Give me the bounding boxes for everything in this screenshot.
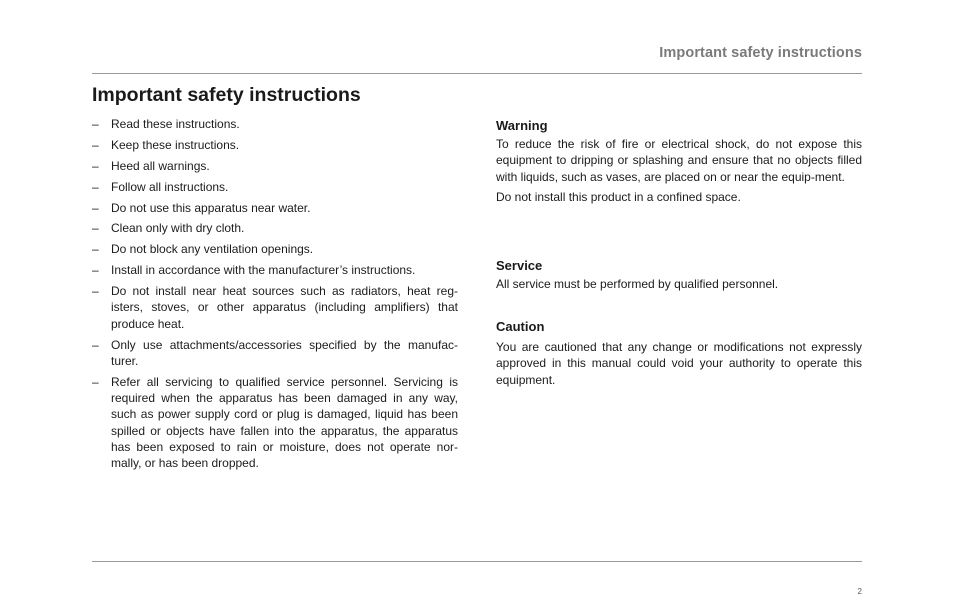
service-section	[496, 257, 862, 297]
dash-bullet: –	[92, 242, 99, 257]
dash-bullet: –	[92, 284, 99, 299]
dash-bullet: –	[92, 137, 99, 152]
warning-heading: Warning	[496, 118, 548, 133]
caution-section	[496, 318, 862, 392]
service-paragraph: All service must be performed by qualified personnel.	[496, 277, 779, 291]
dash-bullet: –	[92, 179, 99, 194]
list-item-text: Do not block any ventilation openings.	[111, 242, 314, 257]
list-item	[92, 262, 458, 278]
list-item	[92, 158, 458, 174]
list-item-text: Do not use this apparatus near water.	[111, 200, 311, 215]
safety-instructions-column	[92, 116, 458, 476]
list-item	[92, 137, 458, 153]
footer-divider	[92, 561, 862, 562]
caution-heading: Caution	[496, 319, 545, 334]
list-item-text: Clean only with dry cloth.	[111, 221, 245, 236]
warning-section	[496, 117, 862, 210]
list-item	[92, 220, 458, 236]
list-item-text: Read these instructions.	[111, 117, 240, 131]
list-item	[92, 241, 458, 257]
running-header: Important safety instructions	[659, 45, 862, 61]
dash-bullet: –	[92, 337, 99, 352]
list-item	[92, 200, 458, 216]
list-item	[92, 374, 458, 472]
dash-bullet: –	[92, 200, 99, 215]
list-item-text: Follow all instructions.	[111, 179, 229, 194]
list-item	[92, 116, 458, 132]
list-item	[92, 337, 458, 370]
safety-list	[92, 116, 458, 472]
warning-paragraph: Do not install this product in a confined space.	[496, 190, 741, 205]
warning-paragraph: To reduce the risk of fire or electrical shock, do not expose this equipment to dripping or splashing and ensure that no objects filled with liquids, such as vases, are placed on or near the equip-ment.	[496, 137, 862, 184]
list-item-text: Heed all warnings.	[111, 158, 210, 173]
dash-bullet: –	[92, 158, 99, 173]
dash-bullet: –	[92, 221, 99, 236]
dash-bullet: –	[92, 374, 99, 389]
page-title: Important safety instructions	[92, 84, 361, 106]
list-item-text: Keep these instructions.	[111, 137, 240, 152]
caution-paragraph: You are cautioned that any change or modifications not expressly approved in this manual could void your authority to operate this equipment.	[496, 340, 862, 387]
list-item	[92, 283, 458, 332]
list-item-text: Do not install near heat sources such as radiators, heat reg-isters, stoves, or other apparatus (including amplifiers) that produce heat.	[111, 284, 458, 331]
dash-bullet: –	[92, 117, 99, 131]
page-number: 2	[857, 587, 862, 596]
list-item-text: Only use attachments/accessories specified by the manufac-turer.	[111, 337, 458, 368]
list-item	[92, 179, 458, 195]
list-item-text: Install in accordance with the manufacturer’s instructions.	[111, 263, 416, 278]
dash-bullet: –	[92, 263, 99, 278]
list-item-text: Refer all servicing to qualified service personnel. Servicing is required when the apparatus has been damaged in any way, such as power supply cord or plug is damaged, liquid has been spilled or objects have fallen into the apparatus, the apparatus has been exposed to rain or moisture, does not operate nor-mally, or has been dropped.	[111, 374, 458, 471]
header-divider	[92, 73, 862, 74]
service-heading: Service	[496, 258, 543, 273]
